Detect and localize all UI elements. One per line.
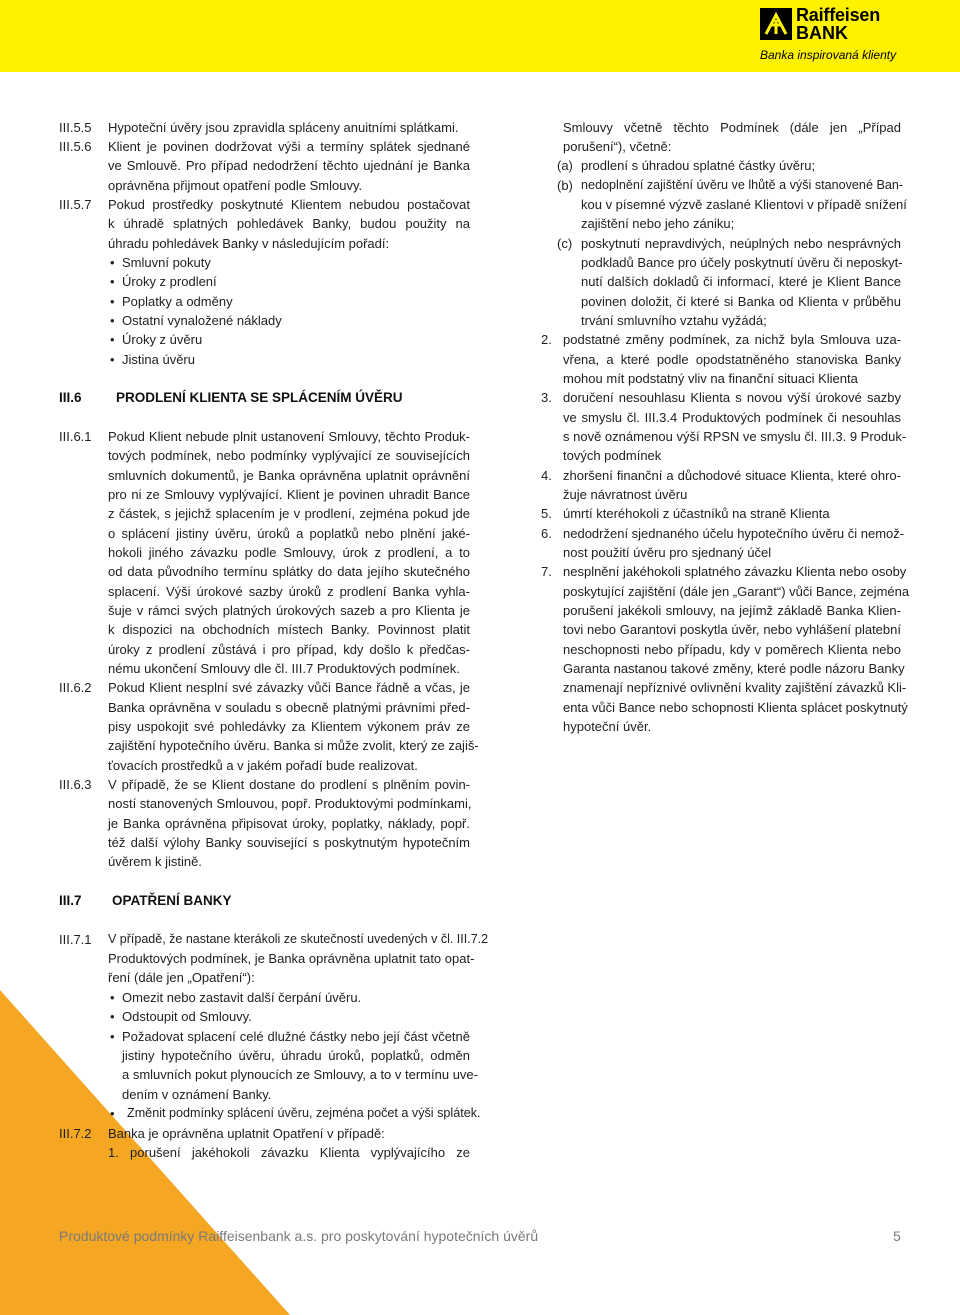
page-number: 5 <box>893 1228 901 1244</box>
paragraph-line: Pokud Klient nebude plnit ustanovení Smlouvy, těchto Produk- <box>108 429 470 444</box>
list-item: Ostatní vynaložené náklady <box>122 313 282 328</box>
paragraph-line: šuje v rámci svých platných úrokových sazeb a pro Klienta je <box>108 603 470 618</box>
list-number: 5. <box>541 506 552 521</box>
list-item: Garanta nastanou takové změny, které podle názoru Banky <box>563 661 905 676</box>
list-item: hypoteční úvěr. <box>563 719 652 734</box>
paragraph-line: úroky z prodlení zůstává i pro případ, kdy došlo k předčas- <box>108 642 470 657</box>
list-item: zajištění nebo jeho zániku; <box>581 216 735 231</box>
list-item: Požadovat splacení celé dlužné částky nebo její část včetně <box>122 1029 470 1044</box>
list-item: nedoplnění zajištění úvěru ve lhůtě a výši stanovené Ban- <box>581 178 904 192</box>
section-heading: PRODLENÍ KLIENTA SE SPLÁCENÍM ÚVĚRU <box>116 390 403 405</box>
list-item: doručení nesouhlasu Klienta s novou výší úrokové sazby <box>563 390 901 405</box>
paragraph-line: je Banka oprávněna připisovat úroky, poplatky, náklady, popř. <box>108 816 470 831</box>
paragraph-line: k úhradě splatných pohledávek Banky, budou použity na <box>108 216 470 231</box>
list-number: 2. <box>541 332 552 347</box>
paragraph-line: Banka oprávněna v souladu s obecně platnými právními před- <box>108 700 470 715</box>
list-item: žuje návratnost úvěru <box>563 487 688 502</box>
paragraph-line: smluvních dokumentů, je Banka oprávněna uplatnit oprávnění <box>108 468 470 483</box>
section-number: III.7.1 <box>59 932 92 947</box>
raiffeisen-gable-cross-icon <box>760 8 792 40</box>
logo-wordmark: Raiffeisen <box>796 5 881 25</box>
paragraph-line: Klient je povinen dodržovat výši a termíny splátek sjednané <box>108 139 470 154</box>
list-number: 4. <box>541 468 552 483</box>
paragraph-line: ťovacích prostředků a v jakém pořadí bude realizovat. <box>108 758 418 773</box>
paragraph-line: V případě, že se Klient dostane do prodlení s plněním povin- <box>108 777 470 792</box>
paragraph-line: Produktových podmínek, je Banka oprávněna uplatnit tato opat- <box>108 951 475 966</box>
list-item: porušení jakékoli smlouvy, na jejímž základě Banka Klien- <box>563 603 901 618</box>
list-item: ve smyslu čl. III.3.4 Produktových podmínek či nesouhlas <box>563 410 901 425</box>
paragraph-line: oprávněna přijmout opatření podle Smlouvy. <box>108 178 363 193</box>
paragraph-line: splacení. Výši úrokové sazby úroků z prodlení Banka vyhla- <box>108 584 470 599</box>
paragraph-line: pisy uspokojit své pohledávky za Klientem výkonem práv ze <box>108 719 470 734</box>
paragraph-line: od data původního termínu splátky do data jejího skutečného <box>108 564 470 579</box>
list-item: Smluvní pokuty <box>122 255 211 270</box>
list-item: jistiny hypotečního úvěru, úhradu úroků, poplatků, odměn <box>122 1048 470 1063</box>
section-number: III.5.6 <box>59 139 92 154</box>
logo-bank-word: BANK <box>796 23 848 43</box>
paragraph-line: zajištění hypotečního úvěru. Banka si může zvolit, který ze zajiš- <box>108 738 479 753</box>
bullet-icon: • <box>110 1009 115 1024</box>
list-item: Jistina úvěru <box>122 352 195 367</box>
list-marker: (a) <box>557 158 573 173</box>
list-item: vřena, a které podle opodstatněného stanoviska Banky <box>563 352 901 367</box>
section-number: III.6.1 <box>59 429 92 444</box>
paragraph-line: Banka je oprávněna uplatnit Opatření v případě: <box>108 1126 385 1141</box>
list-item: kou v písemné výzvě zaslané Klientovi v případě snížení <box>581 197 907 212</box>
paragraph-line: pro ni ze Smlouvy vyplývající. Klient je povinen uhradit Bance <box>108 487 470 502</box>
paragraph-line: porušení“), včetně: <box>563 139 672 154</box>
list-item: Poplatky a odměny <box>122 294 233 309</box>
list-item: znamenají nepříznivé ovlivnění kvality zajištění závazků Kli- <box>563 680 907 695</box>
list-item: podstatné změny podmínek, za nichž byla Smlouva uza- <box>563 332 901 347</box>
section-number: III.6.2 <box>59 680 92 695</box>
paragraph-line: též další výlohy Banky související s poskytnutým hypotečním <box>108 835 470 850</box>
list-item: Odstoupit od Smlouvy. <box>122 1009 252 1024</box>
list-item: neschopnosti nebo případu, kdy v poměrech Klienta nebo <box>563 642 901 657</box>
list-item: Úroky z prodlení <box>122 274 217 289</box>
bullet-icon: • <box>110 352 115 367</box>
raiffeisen-logo <box>760 6 935 66</box>
list-item: Úroky z úvěru <box>122 332 203 347</box>
bullet-icon: • <box>110 1106 115 1121</box>
logo-tagline: Banka inspirovaná klienty <box>760 48 897 62</box>
list-item: trvání smluvního vztahu vyžádá; <box>581 313 767 328</box>
list-item: nedodržení sjednaného účelu hypotečního úvěru či nemož- <box>563 526 905 541</box>
paragraph-line: Pokud Klient nesplní své závazky vůči Bance řádně a včas, je <box>108 680 470 695</box>
paragraph-line: tových podmínek, nebo podmínky vyplývající ze souvisejících <box>108 448 470 463</box>
list-item: mohou mít podstatný vliv na finanční situaci Klienta <box>563 371 858 386</box>
list-item: tových podmínek <box>563 448 662 463</box>
bullet-icon: • <box>110 294 115 309</box>
section-number: III.5.7 <box>59 197 92 212</box>
paragraph-line: úvěrem k jistině. <box>108 854 202 869</box>
paragraph-line: z částek, s jejichž splacením je v prodlení, zejména pokud jde <box>108 506 470 521</box>
paragraph-line: Hypoteční úvěry jsou zpravidla spláceny anuitními splátkami. <box>108 120 459 135</box>
bullet-icon: • <box>110 255 115 270</box>
list-item: Změnit podmínky splácení úvěru, zejména počet a výši splátek. <box>127 1106 481 1120</box>
paragraph-line: úhradu pohledávek Banky v následujícím pořadí: <box>108 236 390 251</box>
list-item: s nově oznámenou výší RPSN ve smyslu čl. III.3. 9 Produk- <box>563 429 907 444</box>
section-heading-number: III.7 <box>59 893 82 908</box>
paragraph-line: V případě, že nastane kterákoli ze skutečností uvedených v čl. III.7.2 <box>108 932 489 946</box>
section-number: III.6.3 <box>59 777 92 792</box>
list-item: a smluvních pokut plynoucích ze Smlouvy, a to v termínu uve- <box>122 1067 478 1082</box>
section-number: III.5.5 <box>59 120 92 135</box>
list-item: nost použití úvěru pro sjednaný účel <box>563 545 772 560</box>
list-item: dením v oznámení Banky. <box>122 1087 272 1102</box>
list-number: 7. <box>541 564 552 579</box>
list-item: nesplnění jakéhokoli splatného závazku Klienta nebo osoby <box>563 564 907 579</box>
paragraph-line: o splácení jistiny úvěru, úroků a poplatků nebo plnění jaké- <box>108 526 470 541</box>
section-number: III.7.2 <box>59 1126 92 1141</box>
paragraph-line: 1. porušení jakéhokoli závazku Klienta vyplývajícího ze <box>108 1145 470 1160</box>
bullet-icon: • <box>110 990 115 1005</box>
list-item: poskytující zajištění (dále jen „Garant“) vůči Bance, zejména <box>563 584 910 599</box>
list-item: poskytnutí nepravdivých, neúplných nebo nesprávných <box>581 236 901 251</box>
list-item: Omezit nebo zastavit další čerpání úvěru. <box>122 990 362 1005</box>
list-item: podkladů Bance pro účely poskytnutí úvěru či neposkyt- <box>581 255 903 270</box>
paragraph-line: ností stanovených Smlouvou, popř. Produktovými podmínkami, <box>108 796 472 811</box>
list-item: tovi nebo Garantovi poskytla úvěr, nebo vyhlášení platební <box>563 622 901 637</box>
list-item: enta vůči Bance nebo schopnosti Klienta splácet poskytnutý <box>563 700 908 715</box>
paragraph-line: k dispozici na obchodních místech Banky. Povinnost platit <box>108 622 470 637</box>
section-heading-number: III.6 <box>59 390 82 405</box>
list-item: zhoršení finanční a důchodové situace Klienta, které ohro- <box>563 468 901 483</box>
paragraph-line: hokoli jiného závazku podle Smlouvy, úrok z prodlení, a to <box>108 545 470 560</box>
paragraph-line: Pokud prostředky poskytnuté Klientem nebudou postačovat <box>108 197 470 212</box>
bullet-icon: • <box>110 274 115 289</box>
footer-document-title: Produktové podmínky Raiffeisenbank a.s. pro poskytování hypotečních úvěrů <box>59 1228 539 1244</box>
list-item: povinen doložit, či které si Banka od Klienta v průběhu <box>581 294 901 309</box>
bullet-icon: • <box>110 1029 115 1044</box>
list-item: prodlení s úhradou splatné částky úvěru; <box>581 158 816 173</box>
list-item: úmrtí kteréhokoli z účastníků na straně Klienta <box>563 506 830 521</box>
list-number: 3. <box>541 390 552 405</box>
paragraph-line: nému ukončení Smlouvy dle čl. III.7 Produktových podmínek. <box>108 661 460 676</box>
list-marker: (b) <box>557 178 573 193</box>
paragraph-line: ření (dále jen „Opatření“): <box>108 970 255 985</box>
section-heading: OPATŘENÍ BANKY <box>112 893 232 908</box>
bullet-icon: • <box>110 313 115 328</box>
list-marker: (c) <box>557 236 573 251</box>
paragraph-line: ve Smlouvě. Pro případ nedodržení těchto ujednání je Banka <box>108 158 470 173</box>
bullet-icon: • <box>110 332 115 347</box>
list-item: nutí dalších dokladů či informací, které je Klient Bance <box>581 274 901 289</box>
list-number: 6. <box>541 526 552 541</box>
paragraph-line: Smlouvy včetně těchto Podmínek (dále jen „Případ <box>563 120 901 135</box>
